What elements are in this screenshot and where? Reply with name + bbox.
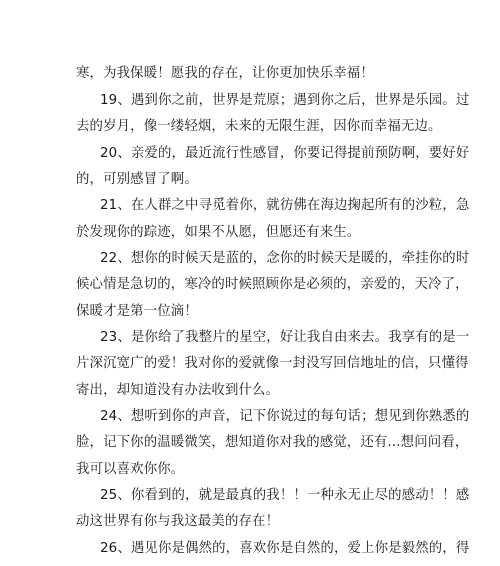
text-line: 26、遇见你是偶然的，喜欢你是自然的，爱上你是毅然的，得 [100, 541, 470, 556]
text-line: 22、想你的时候天是蓝的，念你的时候天是暖的，牵挂你的时 [100, 251, 470, 266]
text-line: 脸，记下你的温暖微笑，想知道你对我的感觉，还有...想问问看， [76, 435, 469, 450]
text-line: 动这世界有你与我这最美的存在！ [76, 514, 280, 529]
text-line: 寄出，却知道没有办法收到什么。 [76, 383, 280, 398]
text-line: 24、想听到你的声音，记下你说过的每句话；想见到你熟悉的 [100, 409, 470, 424]
text-line: 21、在人群之中寻觅着你，就彷佛在海边掬起所有的沙粒，急 [100, 198, 470, 213]
text-line: 保暖才是第一位滴！ [76, 304, 198, 319]
text-line: 25、你看到的，就是最真的我！！一种永无止尽的感动！！感 [100, 488, 470, 503]
text-line: 去的岁月，像一缕轻烟，未来的无限生涯，因你而幸福无边。 [76, 119, 442, 134]
text-line: 候心情是急切的，寒冷的时候照顾你是必须的，亲爱的，天冷了， [76, 277, 469, 292]
text-line: 片深沉宽广的爱！我对你的爱就像一封没写回信地址的信，只懂得 [76, 356, 469, 371]
text-line: 我可以喜欢你你。 [76, 462, 185, 477]
text-line: 於发现你的踪迹，如果不从愿，但愿还有来生。 [76, 225, 361, 240]
text-line: 20、亲爱的，最近流行性感冒，你要记得提前预防啊，要好好 [100, 146, 470, 161]
text-line: 寒，为我保暖！愿我的存在，让你更加快乐幸福！ [76, 66, 374, 81]
text-line: 19、遇到你之前，世界是荒原；遇到你之后，世界是乐园。过 [100, 93, 470, 108]
text-line: 23、是你给了我整片的星空，好让我自由来去。我享有的是一 [100, 330, 470, 345]
text-line: 的，可别感冒了啊。 [76, 172, 198, 187]
